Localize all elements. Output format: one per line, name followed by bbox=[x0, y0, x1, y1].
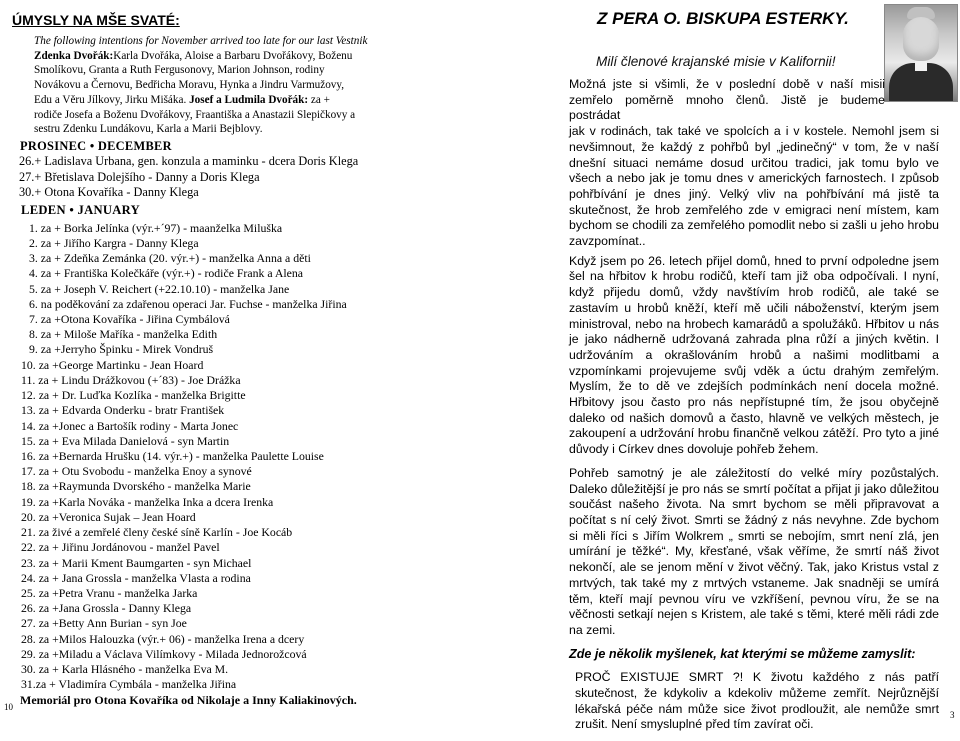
article-paragraph: Když jsem po 26. letech přijel domů, hned to první odpoledne jsem šel na hřbitov k hrobu rodičů, kteří tam již oba odpočívali. I nyní, když přijedu domů, vždy navštívím hrob rodičů, ale také se zastavím u hrobů kněží, kteří mě učili náboženství, kterým jsem ministroval, nebo na hrobech kamarádů a spolužáků. Hřbitov u nás je jako nádherně udržovaná zahrada plna růží a jiných květin. I udržováním a okrašlováním hrobů a našimi modlitbami a vzpomínkami projevujeme svůj vděk a úctu drahým zemřelým. Myslím, že to dě ve zdejších podmínkách není docela možné. Hřbitovy jsou často pro nás nepřístupné tím, že jsou obyčejně daleko od našich domovů a často, hlavně ve velkých městech, je zakoupení a udržování hrobu finančně velkou zátěží. Pro tyto a jiné důvody i Církev dnes dovoluje pohřeb žehem. bbox=[569, 253, 939, 457]
article-paragraph: Pohřeb samotný je ale záležitostí do velké míry pozůstalých. Daleko důležitější je pro nás se smrtí počítat a přijat ji jako důležitou součást našeho života. Na smrt bychom se měli připravovat a počítat s ní celý život. Smrti se žádný z nás nevyhne. Zde bychom si měli říci s Jiřím Wolkrem „ smrti se nebojím, smrt není zlá, jen umírání je těžké“. My, křesťané, však věříme, že smrtí náš život nekončí, ale se jenom mění v život věčný. Tak, jako Kristus vstal z mrtvých, tak také my z mrtvých vstaneme. Jak snadněji se umírá těm, kteří mají pevnou víru ve vzkříšení, pevnou víru, že se na věčnosti setkají nejen s Kristem, ale také s těmi, které měli rádi zde na zemi. bbox=[569, 465, 939, 637]
january-item: 24. za + Jana Grossla - manželka Vlasta a rodina bbox=[21, 570, 251, 585]
thoughts-heading: Zde je několik myšlenek, kat kterými se můžeme zamyslit: bbox=[569, 646, 916, 661]
january-item: 11. za + Lindu Drážkovou (+´83) - Joe Drážka bbox=[21, 372, 241, 387]
january-item: 27. za +Betty Ann Burian - syn Joe bbox=[21, 616, 187, 631]
december-item: 27.+ Břetislava Dolejšího - Danny a Doris Klega bbox=[19, 169, 260, 184]
january-item: 17. za + Otu Svobodu - manželka Enoy a synové bbox=[21, 464, 252, 479]
intro-line: rodiče Josefa a Boženu Dvořákovy, Fraantiška a Anastazii Slepičkovy a bbox=[34, 108, 356, 121]
january-item: 31.za + Vladimíra Cymbála - manželka Jiřina bbox=[21, 677, 237, 692]
left-column bbox=[12, 12, 464, 708]
intro-paragraph bbox=[34, 34, 464, 137]
january-item: 26. za +Jana Grossla - Danny Klega bbox=[21, 601, 192, 616]
january-item: 22. za + Jiřinu Jordánovou - manžel Pavel bbox=[21, 540, 220, 555]
january-item: 19. za +Karla Nováka - manželka Inka a dcera Irenka bbox=[21, 494, 274, 509]
memorial-note: Memoriál pro Otona Kovaříka od Nikolaje a Inny Kaliakinových. bbox=[20, 693, 357, 708]
january-item: 10. za +George Martinku - Jean Hoard bbox=[21, 357, 204, 372]
article-salutation: Milí členové krajanské misie v Kalifornii! bbox=[596, 54, 836, 69]
page-number-left: 10 bbox=[4, 702, 13, 712]
face-shape bbox=[903, 17, 939, 61]
january-item: 15. za + Eva Milada Danielová - syn Martin bbox=[21, 433, 230, 448]
collar-shape bbox=[915, 61, 927, 71]
january-item: 6. na poděkování za zdařenou operaci Jar. Fuchse - manželka Jiřina bbox=[29, 296, 347, 311]
january-item: 20. za +Veronica Sujak – Jean Hoard bbox=[21, 509, 196, 524]
intro-line: Zdenka Dvořák:Karla Dvořáka, Aloise a Barbaru Dvořákovy, Boženu bbox=[34, 49, 353, 62]
january-item: 3. za + Zdeňka Zemánka (20. výr.+) - manželka Anna a děti bbox=[29, 251, 311, 266]
january-item: 14. za +Jonec a Bartošík rodiny - Marta Jonec bbox=[21, 418, 239, 433]
january-item: 9. za +Jerryho Špinku - Mirek Vondruš bbox=[29, 342, 214, 357]
december-item: 30.+ Otona Kovaříka - Danny Klega bbox=[19, 185, 199, 200]
january-header: LEDEN • JANUARY bbox=[21, 202, 141, 217]
january-item: 1. za + Borka Jelínka (výr.+´97) - maanželka Miluška bbox=[29, 220, 283, 235]
article-title: Z PERA O. BISKUPA ESTERKY. bbox=[597, 9, 849, 28]
january-item: 28. za +Milos Halouzka (výr.+ 06) - manželka Irena a dcery bbox=[21, 631, 305, 646]
intro-line: The following intentions for November arrived too late for our last Vestnik bbox=[34, 35, 368, 47]
january-item: 4. za + Františka Kolečkáře (výr.+) - rodiče Frank a Alena bbox=[29, 266, 304, 281]
january-item: 29. za +Miladu a Václava Vilímkovy - Milada Jednorožcová bbox=[21, 646, 307, 661]
paragraph-narrow-part: Možná jste si všimli, že v poslední době v naší misii zemřelo poměrně mnoho členů. Jistě je budeme postrádat bbox=[569, 77, 885, 123]
paragraph-rest: jak v rodinách, tak také ve spolcích a i v kostele. Nemohl jsem si nevšimnout, že každý z pohřbů byl „jedinečný“ v tom, že v naší dnešní situaci nemáme dosud určitou tradici, jak tomu bylo ve všech a nebo jak je tomu dnes v amerických farnostech. I způsob pohřbívání je dnes jiný. Velký vliv na pohřbívání má jistě ta skutečnost, že hrob zemřelého zde v emigraci není místem, kam bychom se chodili za zemřelého pomodlit nebo si zašli u jeho hrobu zavzpomínat.. bbox=[569, 124, 939, 249]
january-list bbox=[12, 221, 464, 693]
january-item: 8. za + Miloše Maříka - manželka Edith bbox=[29, 327, 218, 342]
december-header: PROSINEC • DECEMBER bbox=[20, 138, 172, 153]
january-item: 7. za +Otona Kovaříka - Jiřina Cymbálová bbox=[29, 312, 230, 327]
article-paragraph: PROČ EXISTUJE SMRT ?! K životu každého z nás patří skutečnost, že kdykoliv a kdekoliv můžeme zemřít. Nejrůznější lékařská péče nám může sice život prodloužit, ale nemůže smrt zrušit. Není smysluplné před tím zavírat oči. bbox=[575, 670, 939, 732]
december-item: 26.+ Ladislava Urbana, gen. konzula a maminku - dcera Doris Klega bbox=[19, 153, 359, 168]
january-item: 5. za + Joseph V. Reichert (+22.10.10) - manželka Jane bbox=[29, 281, 290, 296]
article-paragraph bbox=[569, 77, 939, 250]
january-item: 13. za + Edvarda Onderku - bratr František bbox=[21, 403, 225, 418]
intro-line: Edu a Věru Jílkovy, Jirku Mišáka. Josef a Ludmila Dvořák: za + bbox=[34, 93, 330, 106]
intro-line: Novákovu a Černovu, Bedřicha Moravu, Hynka a Jindru Varmužovy, bbox=[34, 79, 345, 92]
january-item: 30. za + Karla Hlásného - manželka Eva M. bbox=[21, 662, 229, 677]
january-item: 18. za +Raymunda Dvorského - manželka Marie bbox=[21, 479, 251, 494]
intro-line: Smolíkovu, Granta a Ruth Fergusonovy, Marion Johnson, rodiny bbox=[34, 64, 325, 77]
article-body bbox=[569, 77, 939, 741]
january-item: 21. za živé a zemřelé členy české síně Karlín - Joe Kocáb bbox=[21, 525, 293, 540]
january-item: 25. za +Petra Vranu - manželka Jarka bbox=[21, 585, 198, 600]
mass-intentions-title: ÚMYSLY NA MŠE SVATÉ: bbox=[12, 12, 180, 28]
january-item: 12. za + Dr. Luďka Kozlíka - manželka Brigitte bbox=[21, 388, 246, 403]
january-item: 2. za + Jiřího Kargra - Danny Klega bbox=[29, 235, 199, 250]
january-item: 23. za + Marii Kment Baumgarten - syn Michael bbox=[21, 555, 252, 570]
page-number-right: 3 bbox=[950, 710, 955, 720]
intro-line: sestru Zdenku Lundákovu, Karla a Marii Bejblovy. bbox=[34, 123, 263, 136]
january-item: 16. za +Bernarda Hrušku (14. výr.+) - manželka Paulette Louise bbox=[21, 448, 324, 463]
